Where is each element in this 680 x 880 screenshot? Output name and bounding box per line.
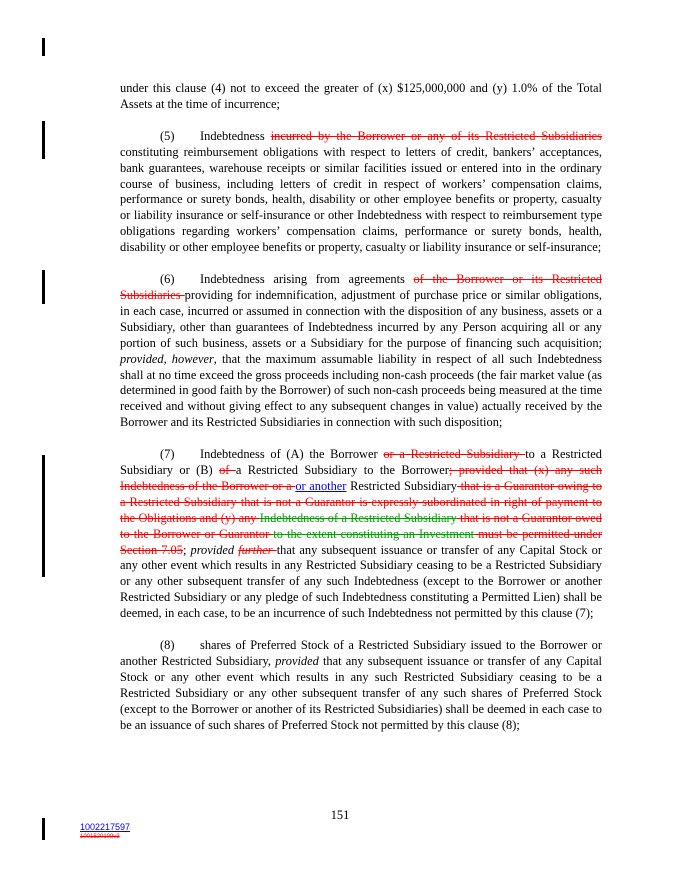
clause-5-number: (5) (160, 128, 175, 143)
italic-provided: provided (120, 351, 164, 366)
change-bar (42, 270, 45, 304)
clause-7-text: to a Restricted Subsidiary or (B) (120, 447, 602, 478)
change-bar (42, 38, 45, 56)
paragraph-clause-4-tail (120, 81, 602, 113)
paragraph-clause-8 (120, 638, 602, 733)
paragraph-clause-7 (120, 447, 602, 622)
deleted-text: or a Restricted Subsidiary (383, 447, 526, 462)
clause-6-number: (6) (160, 272, 175, 287)
deleted-text: further (238, 542, 277, 557)
document-body (120, 81, 602, 750)
clause-7-text: a Restricted Subsidiary to the Borrower (235, 463, 449, 478)
deleted-text: of (219, 463, 236, 478)
paragraph-clause-6 (120, 272, 602, 431)
clause-7-text: Restricted Subsidiary (346, 478, 457, 493)
clause-8-number: (8) (160, 638, 175, 653)
moved-text: Indebtedness of a Restricted Subsidiary (259, 510, 457, 525)
clause-8-text: shares of Preferred Stock of a Restricted Subsidiary issued to the Borrower or another Restricted Subsidiary, (120, 638, 602, 668)
change-bar (42, 121, 45, 159)
page-number: 151 (330, 808, 350, 822)
moved-text: to the extent constituting an Investment (273, 526, 475, 541)
clause-6-text: , (163, 351, 172, 366)
clause-7-text: ; (182, 542, 191, 557)
document-id: 1002217597 (80, 822, 131, 832)
clause-6-text: providing for indemnification, adjustment of purchase price or similar obligations, in each case, incurred or assumed in connection with the disposition of any business, assets or a Subsidiary, other than guarantees of Indebtedness incurred by any Person acquiring all or any portion of such business, assets or a Subsidiary for the purpose of financing such acquisition; (120, 287, 603, 350)
clause-7-text: that any subsequent issuance or transfer of any Capital Stock or any other event which results in any Restricted Subsidiary ceasing to be a Restricted Subsidiary or any other subsequent transfer of any such Indebtedness (except to the Borrower or another Restricted Subsidiary or any pledge of such Indebtedness constituting a Permitted Lien) shall be deemed, in each case, to be an incurrence of such Indebtedness not permitted by this clause (7); (120, 542, 602, 621)
paragraph-clause-5 (120, 129, 602, 256)
clause-6-text: , that the maximum assumable liability in respect of all such Indebtedness shall at no time exceed the gross proceeds including non-cash proceeds (the fair market value (as determined in good faith by the Borrower) of such non-cash proceeds being measured at the time received and without giving effect to any subsequent changes in value) actually received by the Borrower and its Restricted Subsidiaries in connection with such disposition; (120, 351, 602, 430)
italic-provided: provided (275, 654, 319, 668)
deleted-text: must be permitted under Section 7.05 (120, 526, 602, 557)
italic-provided: provided (190, 542, 235, 557)
clause-8-text: that any subsequent issuance or transfer of any Capital Stock or any other event which results in any such Restricted Subsidiary ceasing to be a Restricted Subsidiary or any other subsequent transfer of any such shares of Preferred Stock (except to the Borrower or another of its Restricted Subsidiaries) shall be deemed in each case to be an issuance of such shares of Preferred Stock not permitted by this clause (8); (120, 654, 602, 732)
clause-7-text: Indebtedness of (A) the Borrower (200, 447, 384, 462)
clause-5-text: constituting reimbursement obligations with respect to letters of credit, bankers’ acceptances, bank guarantees, warehouse receipts or similar facilities issued or entered into in the ordinary course of business, including letters of credit in respect of workers’ compensation claims, performance or surety bonds, health, disability or other employee benefits or property, casualty or liability insurance or self-insurance or other Indebtedness with respect to reimbursement type obligations regarding workers’ compensation claims, performance or surety bonds, health, disability or other employee benefits or property, casualty or liability insurance or self-insurance; (120, 144, 602, 255)
deleted-text: that is a Guarantor owing to a Restricted Subsidiary that is not a Guarantor is expressly subordinated in right of payment to the Obligations and (y) any (120, 478, 603, 525)
deleted-text: incurred by the Borrower or any of its Restricted Subsidiaries (270, 128, 602, 143)
document-id-deleted: 1001520109v3 (80, 834, 120, 840)
clause-6-text: Indebtedness arising from agreements (200, 272, 414, 287)
deleted-text: ; provided that (x) any such Indebtedness of the Borrower or a (120, 463, 603, 493)
inserted-text: or another (295, 478, 347, 493)
italic-however: however (171, 351, 214, 366)
clause-7-number: (7) (160, 447, 175, 462)
deleted-text: of the Borrower or its Restricted Subsidiaries (120, 272, 602, 302)
clause-4-tail-text: under this clause (4) not to exceed the greater of (x) $125,000,000 and (y) 1.0% of the Total Assets at the time of incurrence; (120, 81, 602, 111)
clause-5-text: Indebtedness (200, 128, 271, 143)
change-bar (42, 455, 45, 577)
deleted-text: that is not a Guarantor owed to the Borrower or Guarantor (120, 510, 602, 541)
